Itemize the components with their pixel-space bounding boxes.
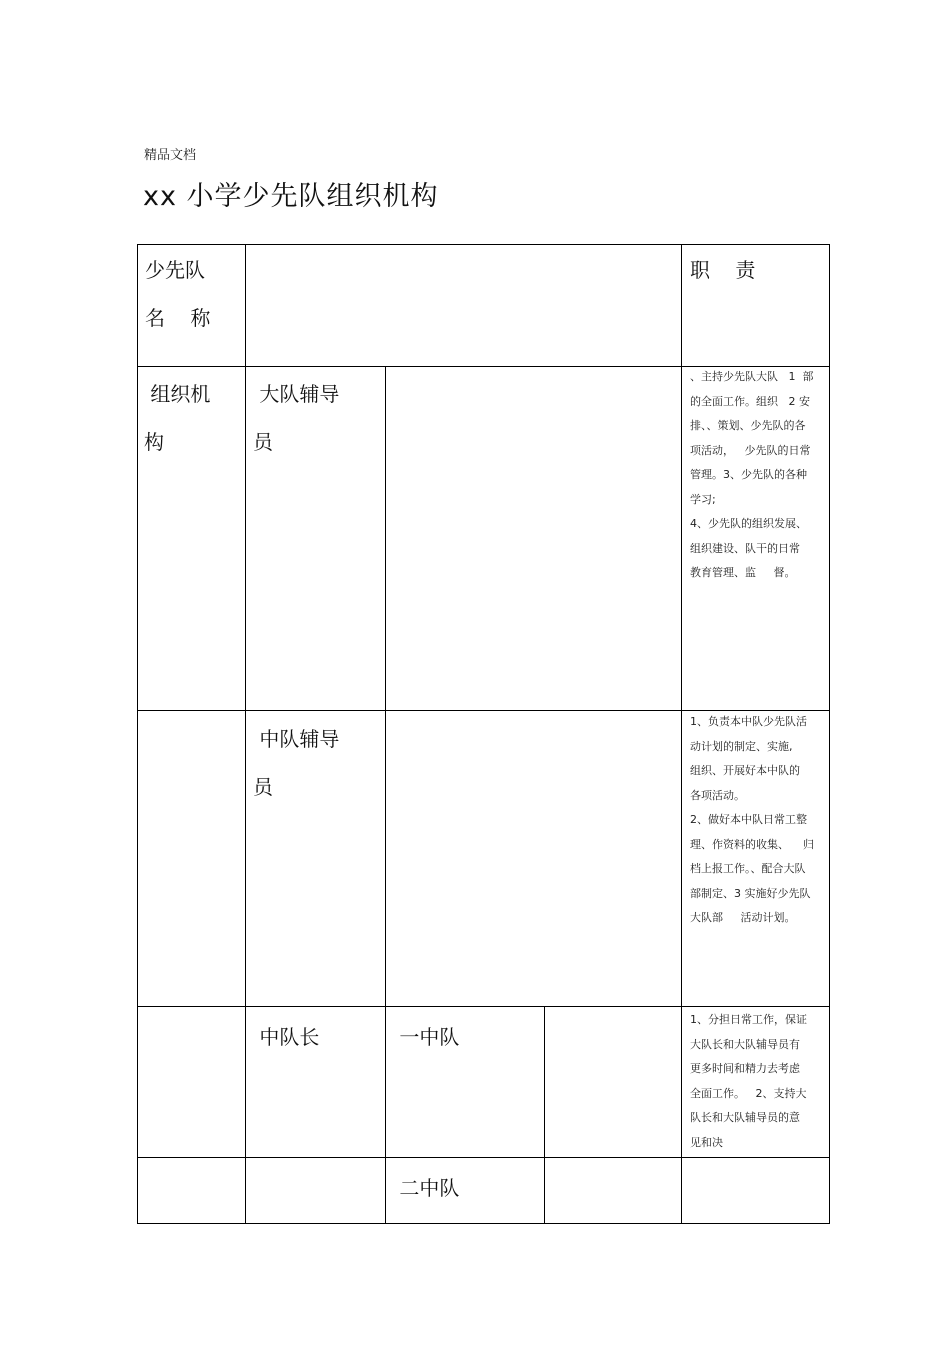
header-name-line2: 名 称 <box>145 306 211 330</box>
duty-line: 2、做好本中队日常工整 <box>690 813 807 826</box>
duty-line: 大队部 活动计划。 <box>690 911 796 924</box>
duty-line: 全面工作。 2、支持大 <box>690 1086 807 1100</box>
duty-line: 1、分担日常工作，保证 <box>690 1013 807 1026</box>
duty-line: 的全面工作。组织 2 安 <box>690 394 810 408</box>
row-divider <box>137 1157 830 1158</box>
column-divider <box>385 366 386 1224</box>
table-border-bottom <box>137 1223 830 1224</box>
duty-line: 队长和大队辅导员的意 <box>690 1111 800 1124</box>
header-duty-label: 职 责 <box>690 258 756 282</box>
watermark-label: 精品文档 <box>144 148 197 163</box>
dadui-counselor-line2: 员 <box>253 430 273 454</box>
duty-line: 大队长和大队辅导员有 <box>690 1037 800 1051</box>
duty-line: 1、负责本中队少先队活 <box>690 715 807 728</box>
org-structure-label <box>144 370 210 466</box>
header-name-label <box>145 246 210 342</box>
dadui-counselor-label <box>253 370 339 466</box>
duty-line: 动计划的制定、实施, <box>690 739 793 753</box>
column-divider <box>544 1006 545 1224</box>
duty-line: 、主持少先队大队 1 部 <box>690 370 814 383</box>
duty-line: 各项活动。 <box>690 788 745 802</box>
duty-line: 档上报工作。、配合大队 <box>690 862 806 875</box>
duty-line: 项活动， 少先队的日常 <box>690 443 811 457</box>
zhongdui-counselor-line1: 中队辅导 <box>253 727 340 751</box>
squad-leader-duties <box>690 1008 826 1155</box>
duty-line: 组织、开展好本中队的 <box>690 764 800 777</box>
row-divider <box>137 1006 830 1007</box>
duty-line: 组织建设、队干的日常 <box>690 541 800 555</box>
table-border-top <box>137 244 830 245</box>
page-title: xx 小学少先队组织机构 <box>143 181 439 212</box>
org-structure-line2: 构 <box>144 430 164 454</box>
duty-line: 见和决 <box>690 1135 723 1149</box>
header-name-line1: 少先队 <box>145 258 205 282</box>
duty-line: 管理。3、少先队的各种 <box>690 468 807 481</box>
zhongdui-counselor-line2: 员 <box>253 775 273 799</box>
table-border-right <box>829 244 830 1224</box>
zhongdui-duties <box>690 710 826 931</box>
duty-line: 学习; <box>690 492 716 506</box>
dadui-duties <box>690 365 826 586</box>
squad-one-label: 一中队 <box>393 1025 460 1049</box>
column-divider <box>245 244 246 1224</box>
squad-leader-label: 中队长 <box>253 1025 320 1049</box>
duty-line: 理、作资料的收集、 归 <box>690 837 814 851</box>
duty-line: 更多时间和精力去考虑 <box>690 1062 800 1075</box>
duty-line: 教育管理、监 督。 <box>690 566 796 579</box>
table-border-left <box>137 244 138 1224</box>
duty-line: 部制定、3 实施好少先队 <box>690 886 811 900</box>
duty-line: 4、少先队的组织发展、 <box>690 517 807 530</box>
org-structure-line1: 组织机 <box>144 382 211 406</box>
zhongdui-counselor-label <box>253 715 339 811</box>
dadui-counselor-line1: 大队辅导 <box>253 382 340 406</box>
column-divider <box>681 244 682 1224</box>
duty-line: 排、、策划、少先队的各 <box>690 419 806 432</box>
squad-two-label: 二中队 <box>393 1176 460 1200</box>
